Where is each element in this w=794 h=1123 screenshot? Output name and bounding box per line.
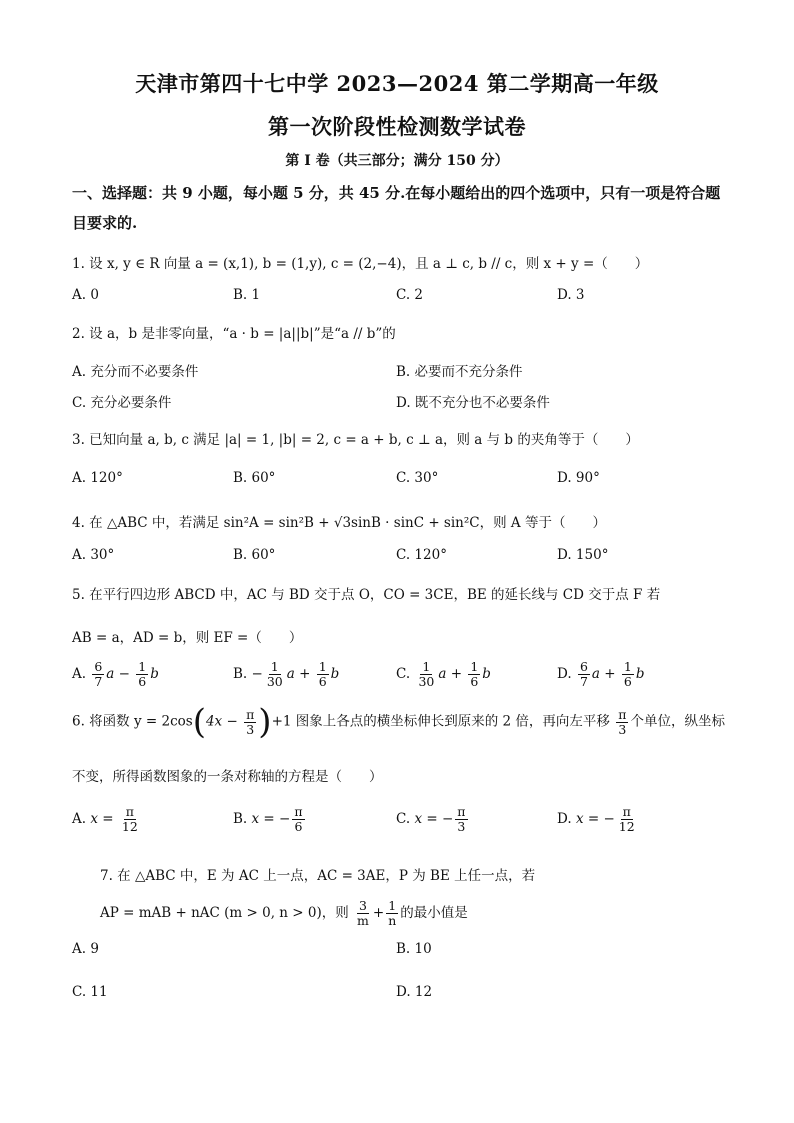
question-6-stem-pre: 6. 将函数 y = 2cos: [72, 713, 193, 730]
exam-title-line2: 第一次阶段性检测数学试卷: [268, 114, 526, 139]
fraction: $\frac{\pi}{12}$: [618, 804, 635, 834]
section1-heading: 一、选择题：共 9 小题，每小题 5 分，共 45 分.在每小题给出的四个选项中，只有一项是符合题目要求的.: [72, 184, 721, 232]
fraction: $\frac{1}{6}$: [623, 659, 632, 689]
question-6-stem-line1: 6. 将函数 y = 2cos(4x − $\frac{\pi}{3}$ )+1 图象上各点的横坐标伸长到原来的 2 倍，再向左平移 $\frac{\pi}{3}$ 个单位，纵坐标: [72, 702, 725, 742]
question-1-stem: 1. 设 x, y ∈ R 向量 a = (x,1), b = (1,y), c = (2,−4)，且 a ⊥ c, b // c，则 x + y =（ ）: [72, 256, 649, 272]
exam-subtitle: 第 I 卷（共三部分；满分 150 分）: [285, 153, 509, 169]
q2-option-c: C. 充分必要条件: [72, 395, 172, 411]
q5-option-c-label: C.: [396, 666, 411, 682]
q7-option-b: B. 10: [396, 941, 432, 957]
q3-option-c: C. 30°: [396, 470, 439, 486]
q1-option-b: B. 1: [233, 287, 261, 303]
q6-option-a-label: A.: [72, 811, 87, 827]
question-2-stem: 2. 设 a，b 是非零向量，“a · b = |a||b|”是“a // b”的: [72, 326, 396, 342]
q3-option-a: A. 120°: [72, 470, 123, 486]
q6-option-b: B. x = − $\frac{\pi}{6}$: [233, 804, 303, 834]
q7-option-c: C. 11: [72, 984, 108, 1000]
q4-option-a: A. 30°: [72, 547, 115, 563]
fraction: $\frac{3}{m}$: [357, 898, 369, 928]
fraction: $\frac{1}{30}$: [418, 659, 435, 689]
q4-option-d: D. 150°: [557, 547, 609, 563]
question-7-stem-post: 的最小值是: [400, 905, 468, 921]
question-7-stem-pre: AP = mAB + nAC (m > 0, n > 0)，则: [100, 905, 349, 921]
fraction: $\frac{1}{6}$: [318, 659, 327, 689]
question-6-stem-post: +1 图象上各点的横坐标伸长到原来的 2 倍，再向左平移: [271, 713, 610, 730]
q6-option-d: D. x = − $\frac{\pi}{12}$: [557, 804, 635, 834]
question-6-stem-end: 个单位，纵坐标: [630, 713, 725, 730]
q2-option-b: B. 必要而不充分条件: [396, 364, 523, 380]
q5-option-a: A. $\frac{6}{7}$ a − $\frac{1}{6}$ b: [72, 659, 159, 689]
fraction: $\frac{1}{n}$: [388, 898, 397, 928]
q1-option-a: A. 0: [72, 287, 99, 303]
question-5-stem-line2: AB = a，AD = b，则 EF =（ ）: [72, 630, 303, 646]
q3-option-d: D. 90°: [557, 470, 600, 486]
question-7-stem-line1: 7. 在 △ABC 中，E 为 AC 上一点，AC = 3AE，P 为 BE 上任一点，若: [100, 868, 536, 884]
q6-option-c-label: C.: [396, 811, 411, 827]
q7-option-d: D. 12: [396, 984, 433, 1000]
q5-option-d-label: D.: [557, 666, 572, 682]
q6-option-d-label: D.: [557, 811, 572, 827]
fraction: $\frac{\pi}{3}$: [457, 804, 466, 834]
fraction: $\frac{1}{30}$: [266, 659, 283, 689]
fraction: $\frac{1}{6}$: [470, 659, 479, 689]
q6-option-c: C. x = − $\frac{\pi}{3}$: [396, 804, 466, 834]
q5-option-b-label: B.: [233, 666, 248, 682]
q4-option-b: B. 60°: [233, 547, 276, 563]
q6-option-b-label: B.: [233, 811, 248, 827]
q7-option-a: A. 9: [72, 941, 99, 957]
q3-option-b: B. 60°: [233, 470, 276, 486]
exam-title-line1: 天津市第四十七中学 2023—2024 第二学期高一年级: [135, 71, 659, 96]
q1-option-d: D. 3: [557, 287, 585, 303]
question-4-stem: 4. 在 △ABC 中，若满足 sin²A = sin²B + √3sinB · sinC + sin²C，则 A 等于（ ）: [72, 515, 606, 531]
fraction: $\frac{6}{7}$: [579, 659, 588, 689]
question-3-stem: 3. 已知向量 a, b, c 满足 |a| = 1, |b| = 2, c = a + b, c ⊥ a，则 a 与 b 的夹角等于（ ）: [72, 432, 639, 448]
q6-option-a: A. x = $\frac{\pi}{12}$: [72, 804, 138, 834]
fraction: $\frac{1}{6}$: [138, 659, 147, 689]
fraction: $\frac{\pi}{3}$: [246, 706, 255, 737]
q4-option-c: C. 120°: [396, 547, 447, 563]
q5-option-b: B. − $\frac{1}{30}$ a + $\frac{1}{6}$ b: [233, 659, 340, 689]
fraction: $\frac{\pi}{12}$: [121, 804, 138, 834]
q1-option-c: C. 2: [396, 287, 424, 303]
q5-option-c: C. $\frac{1}{30}$ a + $\frac{1}{6}$ b: [396, 659, 491, 689]
question-7-stem-line2: AP = mAB + nAC (m > 0, n > 0)，则 $\frac{3}{m}$ + $\frac{1}{n}$ 的最小值是: [100, 898, 468, 928]
q5-option-d: D. $\frac{6}{7}$ a + $\frac{1}{6}$ b: [557, 659, 645, 689]
fraction: $\frac{\pi}{3}$: [618, 706, 627, 737]
question-6-stem-line2: 不变，所得函数图象的一条对称轴的方程是（ ）: [72, 769, 383, 785]
fraction: $\frac{\pi}{6}$: [294, 804, 303, 834]
fraction: $\frac{6}{7}$: [94, 659, 103, 689]
q2-option-d: D. 既不充分也不必要条件: [396, 395, 550, 411]
question-5-stem-line1: 5. 在平行四边形 ABCD 中，AC 与 BD 交于点 O，CO = 3CE，BE 的延长线与 CD 交于点 F 若: [72, 587, 661, 603]
q2-option-a: A. 充分而不必要条件: [72, 364, 199, 380]
q5-option-a-label: A.: [72, 666, 87, 682]
